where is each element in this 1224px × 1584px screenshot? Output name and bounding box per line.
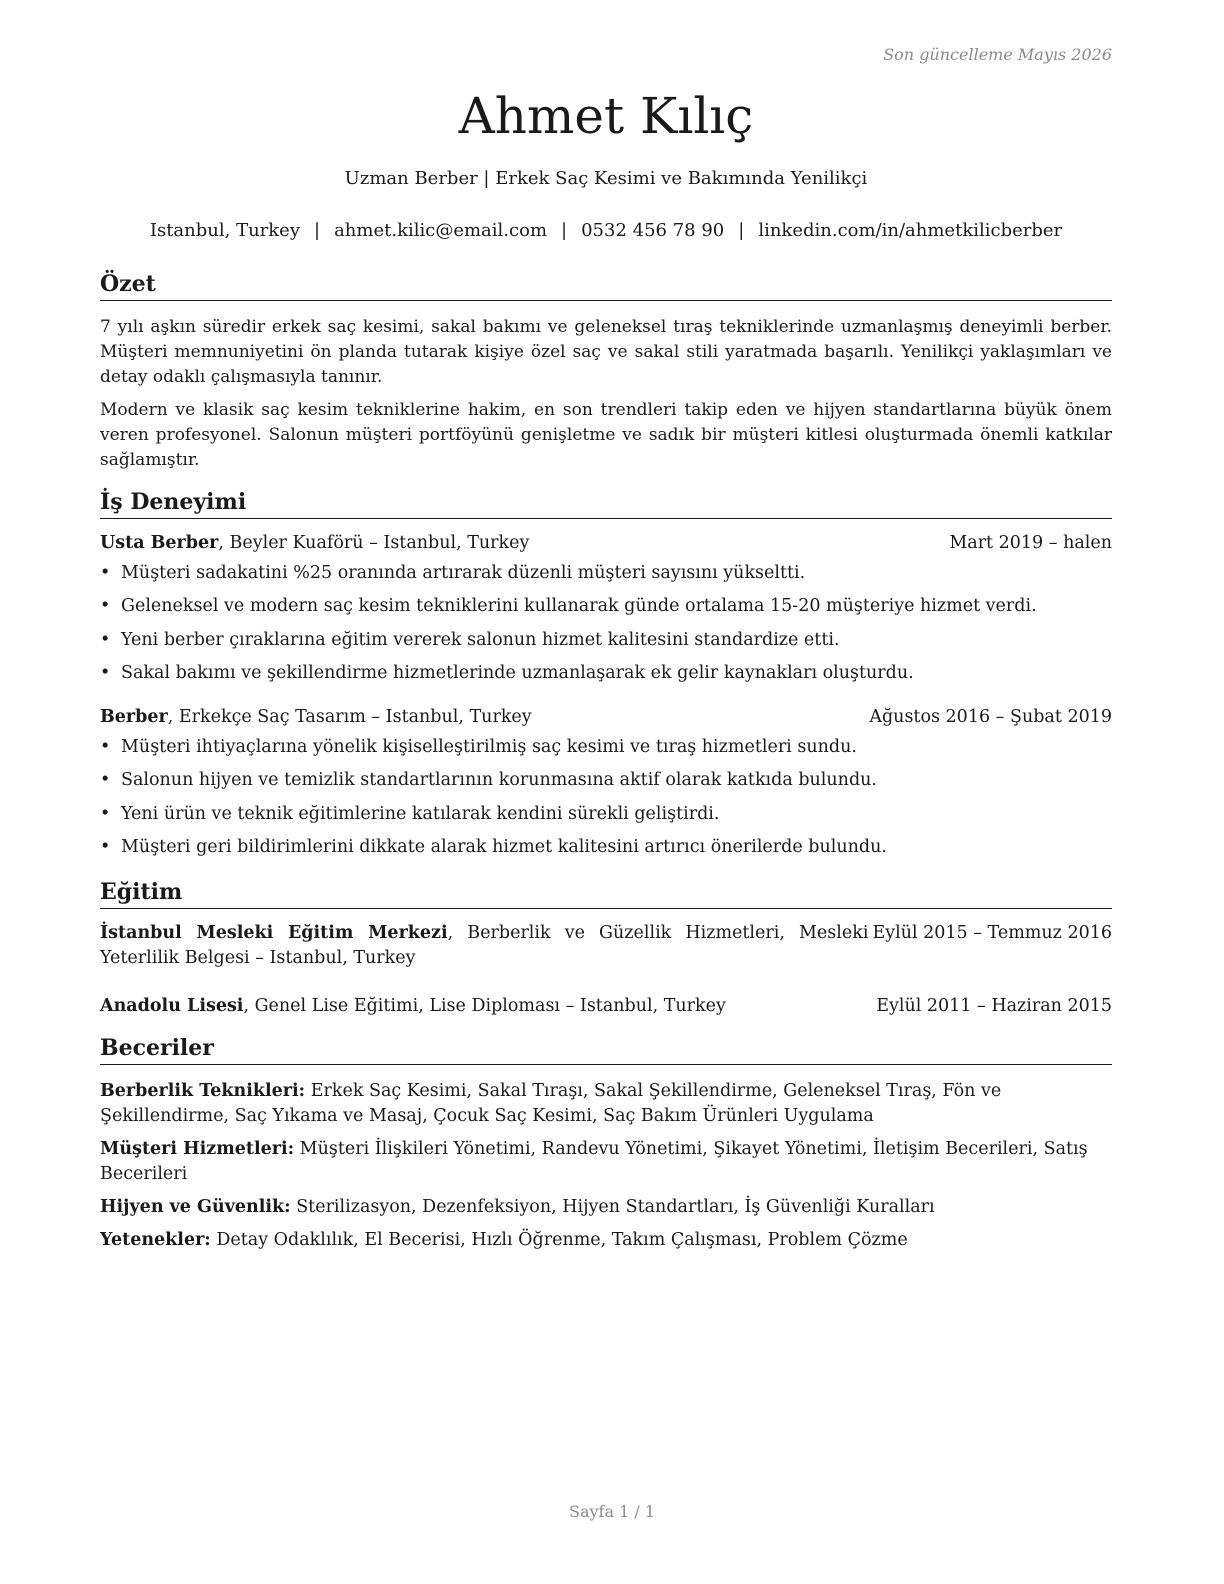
job-role: Berber <box>100 707 168 727</box>
job-dates: Ağustos 2016 – Şubat 2019 <box>869 707 1112 727</box>
bullet-text: Salonun hijyen ve temizlik standartlarının korunmasına aktif olarak katkıda bulundu. <box>121 770 877 790</box>
job-place: , Beyler Kuaförü – Istanbul, Turkey <box>218 533 530 553</box>
education-entry <box>100 994 1112 1019</box>
education-entry <box>100 921 1112 971</box>
bullet-text: Yeni berber çıraklarına eğitim vererek salonun hizmet kalitesini standardize etti. <box>121 629 840 650</box>
job-header <box>100 705 1112 730</box>
resume-content <box>100 270 1112 1253</box>
education-detail: , Berberlik ve Güzellik Hizmetleri, Mesleki Yeterlilik Belgesi – Istanbul, Turkey <box>100 923 869 968</box>
list-item <box>100 594 1112 619</box>
education-dates: Eylül 2011 – Haziran 2015 <box>876 996 1112 1016</box>
bullet-icon: • <box>100 736 111 757</box>
section-title: İş Deneyimi <box>100 488 1112 519</box>
job-title-line <box>100 705 857 730</box>
job-bullets <box>100 561 1112 687</box>
list-item <box>100 628 1112 653</box>
bullet-icon: • <box>100 770 111 790</box>
skill-group <box>100 1195 1112 1220</box>
education-title-line <box>100 994 864 1019</box>
skill-label: Hijyen ve Güvenlik: <box>100 1197 291 1217</box>
list-item <box>100 768 1112 793</box>
skill-label: Müşteri Hizmetleri: <box>100 1139 295 1159</box>
bullet-icon: • <box>100 837 111 857</box>
skill-group <box>100 1137 1112 1187</box>
bullet-icon: • <box>100 803 111 824</box>
skills-section <box>100 1034 1112 1253</box>
contact-email[interactable]: ahmet.kilic@email.com <box>334 220 548 241</box>
contact-separator: | <box>738 220 745 241</box>
bullet-text: Sakal bakımı ve şekillendirme hizmetlerinde uzmanlaşarak ek gelir kaynakları oluşturdu. <box>121 663 914 683</box>
list-item <box>100 661 1112 686</box>
job-entry <box>100 531 1112 686</box>
job-header <box>100 531 1112 556</box>
job-entry <box>100 705 1112 860</box>
section-title: Beceriler <box>100 1034 1112 1065</box>
bullet-text: Geleneksel ve modern saç kesim tekniklerini kullanarak günde ortalama 15-20 müşteriye hizmet verdi. <box>121 596 1037 616</box>
experience-section <box>100 488 1112 860</box>
job-role: Usta Berber <box>100 533 219 553</box>
education-detail: , Genel Lise Eğitimi, Lise Diploması – Istanbul, Turkey <box>243 996 726 1016</box>
contact-separator: | <box>561 220 568 241</box>
summary-paragraph: 7 yılı aşkın süredir erkek saç kesimi, sakal bakımı ve geleneksel tıraş tekniklerinde uzmanlaşmış deneyimli berber. Müşteri memnuniyetini ön planda tutarak kişiye özel saç ve sakal stili yaratmada başarılı. Yenilikçi yaklaşımları ve detay odaklı çalışmasıyla tanınır. <box>100 317 1112 387</box>
contact-separator: | <box>314 220 321 241</box>
job-title-line <box>100 531 937 556</box>
section-title: Özet <box>100 270 1112 301</box>
education-dates: Eylül 2015 – Temmuz 2016 <box>872 923 1112 943</box>
skill-label: Berberlik Teknikleri: <box>100 1081 306 1101</box>
candidate-name: Ahmet Kılıç <box>458 87 754 145</box>
skill-label: Yetenekler: <box>100 1230 211 1250</box>
education-school: Anadolu Lisesi <box>100 996 244 1016</box>
bullet-icon: • <box>100 562 111 583</box>
last-updated: Son güncelleme Mayıs 2026 <box>883 45 1112 64</box>
bullet-text: Müşteri sadakatini %25 oranında artırarak düzenli müşteri sayısını yükseltti. <box>121 562 806 583</box>
section-title: Eğitim <box>100 878 1112 909</box>
contact-phone: 0532 456 78 90 <box>581 220 725 241</box>
job-bullets <box>100 735 1112 861</box>
list-item <box>100 561 1112 586</box>
bullet-text: Müşteri geri bildirimlerini dikkate alarak hizmet kalitesini artırıcı önerilerde bulundu. <box>121 837 887 857</box>
contact-line <box>100 220 1112 241</box>
skill-items: Müşteri İlişkileri Yönetimi, Randevu Yönetimi, Şikayet Yönetimi, İletişim Becerileri, Satış Becerileri <box>100 1139 1088 1184</box>
list-item <box>100 835 1112 860</box>
skill-items: Erkek Saç Kesimi, Sakal Tıraşı, Sakal Şekillendirme, Geleneksel Tıraş, Fön ve Şekillendirme, Saç Yıkama ve Masaj, Çocuk Saç Kesimi, Saç Bakım Ürünleri Uygulama <box>100 1081 1002 1126</box>
skill-group <box>100 1079 1112 1129</box>
bullet-icon: • <box>100 663 111 683</box>
skill-items: Detay Odaklılık, El Becerisi, Hızlı Öğrenme, Takım Çalışması, Problem Çözme <box>216 1230 908 1250</box>
headline: Uzman Berber | Erkek Saç Kesimi ve Bakımında Yenilikçi <box>344 168 868 189</box>
bullet-text: Müşteri ihtiyaçlarına yönelik kişiselleştirilmiş saç kesimi ve tıraş hizmetleri sundu. <box>121 736 857 757</box>
job-place: , Erkekçe Saç Tasarım – Istanbul, Turkey <box>167 707 532 727</box>
list-item <box>100 735 1112 760</box>
education-title-line <box>100 921 868 971</box>
summary-section <box>100 270 1112 473</box>
skill-items: Sterilizasyon, Dezenfeksiyon, Hijyen Standartları, İş Güvenliği Kuralları <box>296 1197 935 1217</box>
page-number: Sayfa 1 / 1 <box>568 1502 655 1521</box>
contact-linkedin[interactable]: linkedin.com/in/ahmetkilicberber <box>758 220 1063 241</box>
list-item <box>100 802 1112 827</box>
skill-group <box>100 1228 1112 1253</box>
contact-location: Istanbul, Turkey <box>149 220 300 241</box>
bullet-icon: • <box>100 629 111 650</box>
education-section <box>100 878 1112 1019</box>
job-dates: Mart 2019 – halen <box>949 533 1112 553</box>
summary-paragraph: Modern ve klasik saç kesim tekniklerine hakim, en son trendleri takip eden ve hijyen standartlarına büyük önem veren profesyonel. Salonun müşteri portföyünü genişletme ve sadık bir müşteri kitlesi oluşturmada önemli katkılar sağlamıştır. <box>100 400 1112 470</box>
bullet-icon: • <box>100 596 111 616</box>
bullet-text: Yeni ürün ve teknik eğitimlerine katılarak kendini sürekli geliştirdi. <box>121 803 720 824</box>
education-school: İstanbul Mesleki Eğitim Merkezi <box>100 923 448 943</box>
